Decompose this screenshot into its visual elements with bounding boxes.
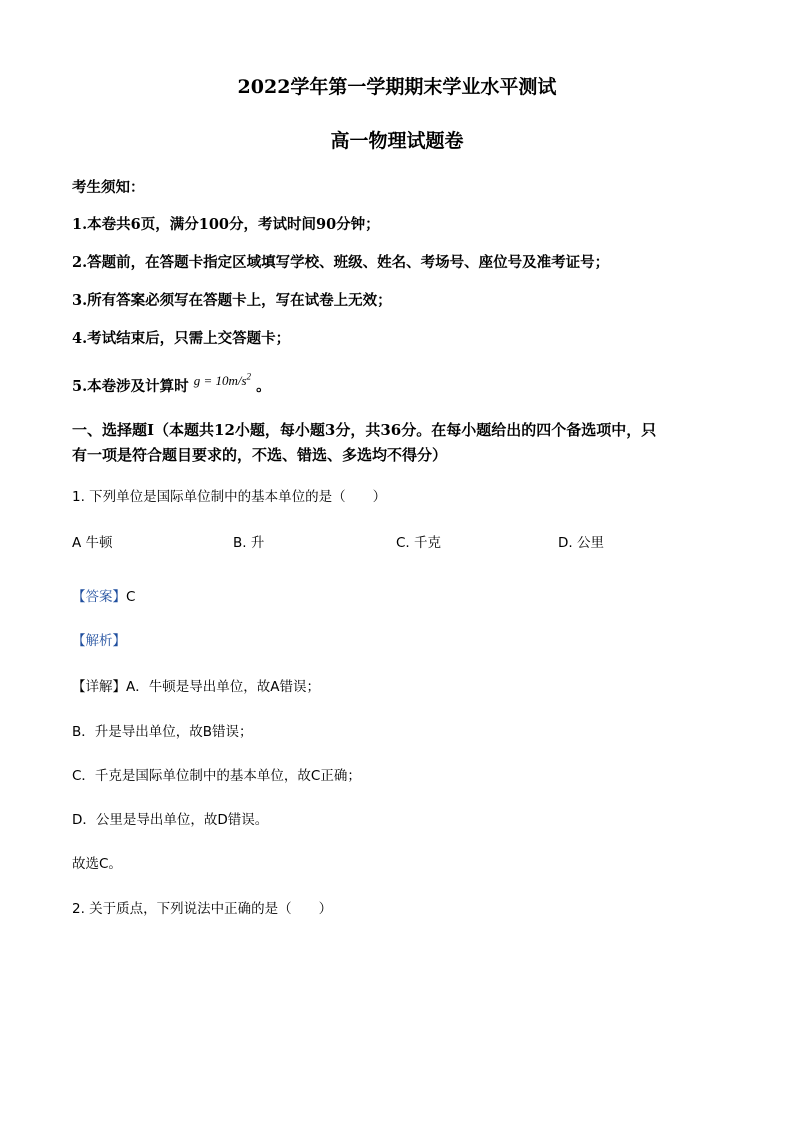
notice-item-5-suffix: 。 (256, 378, 271, 395)
gravity-formula (194, 373, 251, 388)
section-1-line-2: 有一项是符合题目要求的，不选、错选、多选均不得分） (72, 446, 448, 464)
gravity-formula-base: g = 10m/s (193, 373, 247, 388)
notice-item-4: 4.考试结束后，只需上交答题卡； (72, 330, 291, 347)
page-title: 2022学年第一学期期末学业水平测试 (237, 76, 557, 98)
question-1-option-b: B. 升 (233, 535, 265, 551)
notice-item-2: 2.答题前，在答题卡指定区域填写学校、班级、姓名、考场号、座位号及准考证号； (72, 254, 610, 271)
section-1-line-1: 一、选择题Ⅰ（本题共12小题，每小题3分，共36分。在每小题给出的四个备选项中，只 (72, 421, 657, 439)
answer-value: C (126, 589, 136, 605)
question-1-answer (72, 585, 135, 605)
gravity-formula-exponent: 2 (246, 371, 252, 382)
detail-label: 【详解】 (72, 679, 126, 695)
page-subtitle: 高一物理试题卷 (330, 130, 464, 152)
notice-item-3: 3.所有答案必须写在答题卡上，写在试卷上无效； (72, 292, 392, 309)
answer-label: 【答案】 (72, 589, 126, 605)
notice-item-1: 1.本卷共6页，满分100分，考试时间90分钟； (72, 216, 380, 233)
question-1-option-c: C. 千克 (396, 535, 442, 551)
notice-heading: 考生须知： (72, 179, 145, 196)
question-1-option-a: A 牛顿 (72, 535, 113, 551)
question-1-detail-line-3: C．千克是国际单位制中的基本单位，故C正确； (72, 768, 361, 784)
question-2-stem: 2. 关于质点，下列说法中正确的是（ ） (72, 901, 333, 917)
question-1-option-d: D. 公里 (558, 535, 604, 551)
analysis-label: 【解析】 (72, 633, 126, 649)
detail-text-a: A．牛顿是导出单位，故A错误； (126, 679, 320, 695)
question-1-analysis-label (72, 629, 126, 649)
notice-item-5 (72, 371, 271, 396)
question-1-detail-line-1 (72, 675, 320, 695)
question-1-detail-line-4: D．公里是导出单位，故D错误。 (72, 812, 269, 828)
question-1-stem: 1. 下列单位是国际单位制中的基本单位的是（ ） (72, 489, 387, 505)
question-1-conclusion: 故选C。 (72, 856, 122, 872)
notice-item-5-prefix: 5.本卷涉及计算时 (72, 378, 189, 395)
question-1-detail-line-2: B．升是导出单位，故B错误； (72, 724, 253, 740)
